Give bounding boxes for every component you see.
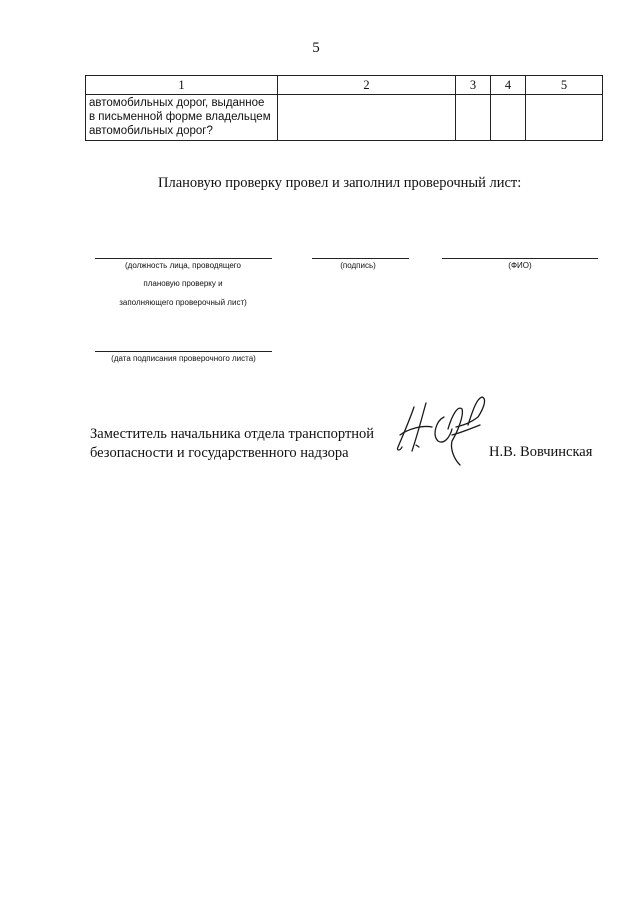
fio-label: (ФИО) [508, 261, 532, 270]
planned-check-statement: Плановую проверку провел и заполнил проверочный лист: [158, 175, 522, 191]
page-number: 5 [312, 40, 320, 56]
date-label: (дата подписания проверочного листа) [111, 354, 256, 363]
handwritten-signature [392, 395, 488, 467]
table-row [86, 95, 603, 141]
fio-line [442, 258, 598, 259]
signature-stroke [416, 445, 419, 447]
table-cell-question [86, 95, 278, 141]
table-header-cell: 1 [86, 76, 278, 95]
position-label [100, 261, 266, 307]
official-title-line: Заместитель начальника отдела транспортной [90, 426, 375, 442]
position-label-line: плановую проверку и [143, 279, 223, 288]
table-cell [491, 95, 526, 141]
date-line [95, 351, 272, 352]
question-line: в письменной форме владельцем [89, 111, 271, 123]
signature-line [312, 258, 409, 259]
signature-stroke [448, 408, 462, 465]
table-header-cell: 4 [491, 76, 526, 95]
official-name: Н.В. Вовчинская [489, 444, 593, 460]
position-line [95, 258, 272, 259]
table-header-cell: 2 [278, 76, 456, 95]
official-title [90, 425, 374, 463]
official-title-line: безопасности и государственного надзора [90, 445, 349, 461]
signature-label: (подпись) [340, 261, 376, 270]
table-header-row [86, 76, 603, 95]
position-label-line: заполняющего проверочный лист) [119, 298, 247, 307]
checklist-table [85, 75, 603, 141]
table-cell [456, 95, 491, 141]
table-cell [526, 95, 603, 141]
question-line: автомобильных дорог? [89, 125, 213, 137]
position-label-line: (должность лица, проводящего [125, 261, 241, 270]
signature-stroke [435, 417, 452, 442]
question-line: автомобильных дорог, выданное [89, 97, 265, 109]
table-header-cell: 3 [456, 76, 491, 95]
table-cell [278, 95, 456, 141]
table-header-cell: 5 [526, 76, 603, 95]
